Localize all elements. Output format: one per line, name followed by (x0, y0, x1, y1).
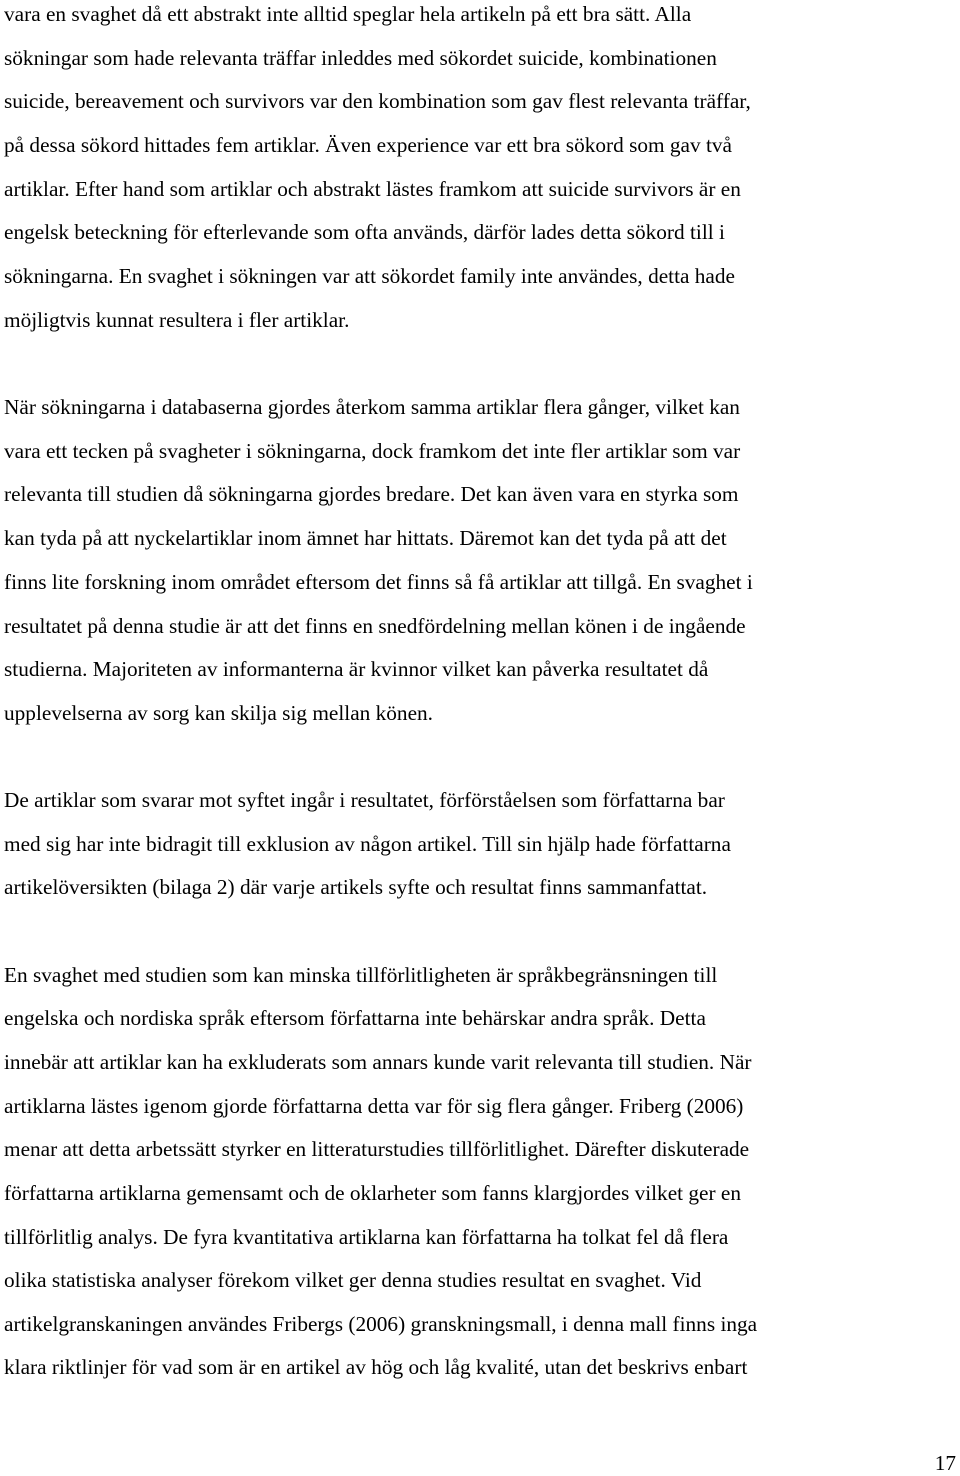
text-line: upplevelserna av sorg kan skilja sig mellan könen. (4, 701, 433, 725)
text-line: olika statistiska analyser förekom vilket ger denna studies resultat en svaghet. Vid (4, 1268, 702, 1292)
text-line: med sig har inte bidragit till exklusion av någon artikel. Till sin hjälp hade författarna (4, 832, 731, 856)
text-line: sökningar som hade relevanta träffar inleddes med sökordet suicide, kombinationen (4, 46, 717, 70)
text-line: tillförlitlig analys. De fyra kvantitativa artiklarna kan författarna ha tolkat fel då flera (4, 1225, 729, 1249)
text-line: möjligtvis kunnat resultera i fler artiklar. (4, 308, 350, 332)
text-line: finns lite forskning inom området eftersom det finns så få artiklar att tillgå. En svaghet i (4, 570, 753, 594)
text-line: engelsk beteckning för efterlevande som ofta används, därför lades detta sökord till i (4, 220, 725, 244)
text-line: på dessa sökord hittades fem artiklar. Även experience var ett bra sökord som gav två (4, 133, 732, 157)
text-line: resultatet på denna studie är att det finns en snedfördelning mellan könen i de ingående (4, 614, 746, 638)
text-line: När sökningarna i databaserna gjordes återkom samma artiklar flera gånger, vilket kan (4, 395, 740, 419)
text-line: De artiklar som svarar mot syftet ingår i resultatet, förförståelsen som författarna bar (4, 788, 725, 812)
text-line: menar att detta arbetssätt styrker en litteraturstudies tillförlitlighet. Därefter diskuterade (4, 1137, 750, 1161)
text-line: artiklarna lästes igenom gjorde författarna detta var för sig flera gånger. Friberg (2006) (4, 1094, 744, 1118)
text-line: artikelöversikten (bilaga 2) där varje artikels syfte och resultat finns sammanfattat. (4, 875, 708, 899)
text-line: En svaghet med studien som kan minska tillförlitligheten är språkbegränsningen till (4, 963, 718, 987)
text-line: engelska och nordiska språk eftersom författarna inte behärskar andra språk. Detta (4, 1006, 706, 1030)
text-line: artiklar. Efter hand som artiklar och abstrakt lästes framkom att suicide survivors är en (4, 177, 741, 201)
text-line: innebär att artiklar kan ha exkluderats som annars kunde varit relevanta till studien. När (4, 1050, 752, 1074)
page-number: 17 (934, 1451, 956, 1475)
text-line: vara ett tecken på svagheter i sökningarna, dock framkom det inte fler artiklar som var (4, 439, 741, 463)
text-line: artikelgranskaningen användes Fribergs (2006) granskningsmall, i denna mall finns inga (4, 1312, 758, 1336)
text-line: klara riktlinjer för vad som är en artikel av hög och låg kvalité, utan det beskrivs enbart (4, 1355, 748, 1379)
text-line: sökningarna. En svaghet i sökningen var att sökordet family inte användes, detta hade (4, 264, 735, 288)
text-line: studierna. Majoriteten av informanterna är kvinnor vilket kan påverka resultatet då (4, 657, 709, 681)
text-line: kan tyda på att nyckelartiklar inom ämnet har hittats. Däremot kan det tyda på att det (4, 526, 727, 550)
text-line: vara en svaghet då ett abstrakt inte alltid speglar hela artikeln på ett bra sätt. Alla (4, 2, 692, 26)
text-line: relevanta till studien då sökningarna gjordes bredare. Det kan även vara en styrka som (4, 482, 739, 506)
text-line: suicide, bereavement och survivors var den kombination som gav flest relevanta träffar, (4, 89, 751, 113)
text-line: författarna artiklarna gemensamt och de oklarheter som fanns klargjordes vilket ger en (4, 1181, 742, 1205)
